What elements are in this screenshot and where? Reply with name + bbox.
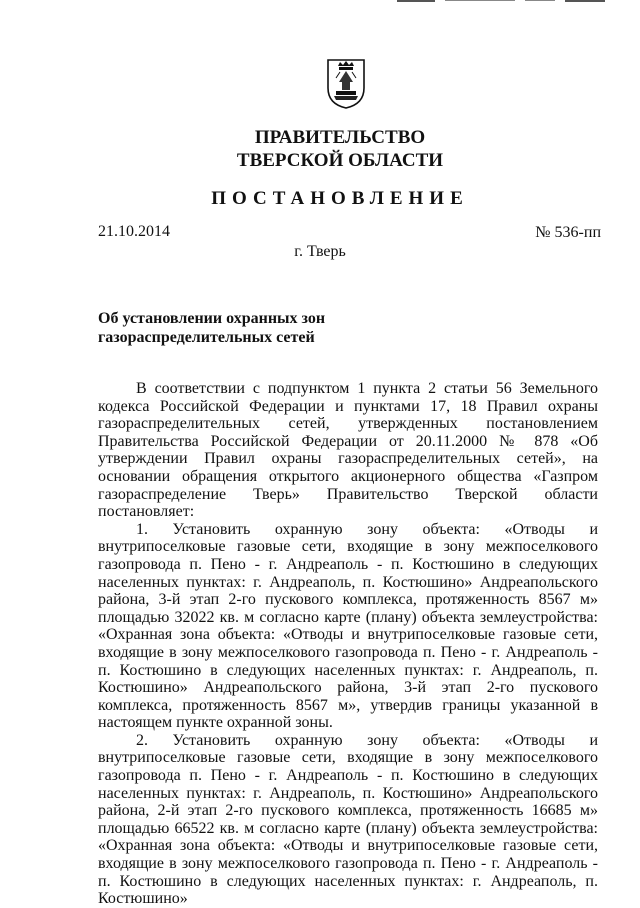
coat-of-arms-icon [326, 58, 366, 110]
scan-header-marks [397, 0, 612, 3]
document-subject [98, 309, 325, 347]
document-type: ПОСТАНОВЛЕНИЕ [211, 188, 469, 209]
subject-line1: Об установлении охранных зон [98, 310, 326, 327]
org-title-line2: ТВЕРСКОЙ ОБЛАСТИ [236, 150, 444, 171]
document-number: № 536-пп [535, 224, 601, 241]
preamble-paragraph: В соответствии с подпунктом 1 пункта 2 статьи 56 Земельного кодекса Российской Федерации и пунктами 17, 18 Правил охраны газораспределительных сетей, утвержденных постановлением Правительства Российской Федерации от 20.11.2000 № 878 «Об утверждении Правил охраны газораспределительных сетей», на основании обращения открытого акционерного общества «Газпром газораспределение Тверь» Правительство Тверской области постановляет: [98, 380, 598, 521]
item-2-paragraph: 2. Установить охранную зону объекта: «Отводы и внутрипоселковые газовые сети, входящие в зону межпоселкового газопровода п. Пено - г. Андреаполь - п. Костюшино в следующих населенных пунктах: г. Андреаполь, п. Костюшино» Андреапольского района, 2-й этап 2-го пускового комплекса, протяженность 16685 м» площадью 66522 кв. м согласно карте (плану) объекта землеустройства: «Охранная зона объекта: «Отводы и внутрипоселковые газовые сети, входящие в зону межпоселкового газопровода п. Пено - г. Андреаполь - п. Костюшино в следующих населенных пунктах: г. Андреаполь, п. Костюшино» [98, 731, 598, 908]
item-1-paragraph: 1. Установить охранную зону объекта: «Отводы и внутрипоселковые газовые сети, входящие в зону межпоселкового газопровода п. Пено - г. Андреаполь - п. Костюшино в следующих населенных пунктах: г. Андреаполь, п. Костюшино» Андреапольского района, 3-й этап 2-го пускового комплекса, протяженность 8567 м» площадью 32022 кв. м согласно карте (плану) объекта землеустройства: «Охранная зона объекта: «Отводы и внутрипоселковые газовые сети, входящие в зону межпоселкового газопровода п. Пено - г. Андреаполь - п. Костюшино в следующих населенных пунктах: г. Андреаполь, п. Костюшино» Андреапольского района, 3-й этап 2-го пускового комплекса, протяженность 8567 м», утвердив границы указанной в настоящем пункте охранной зоны. [98, 520, 598, 732]
document-city: г. Тверь [294, 243, 346, 260]
org-title-line1: ПРАВИТЕЛЬСТВО [254, 127, 426, 148]
document-body [98, 380, 598, 908]
document-date: 21.10.2014 [98, 223, 170, 240]
subject-line2: газораспределительных сетей [98, 329, 315, 346]
